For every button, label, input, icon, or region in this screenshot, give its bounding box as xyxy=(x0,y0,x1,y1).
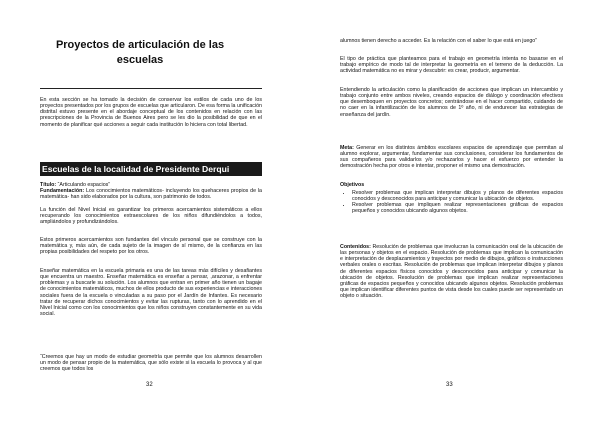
paragraph: Enseñar matemática en la escuela primaria es una de las tareas más difíciles y desafiantes que encuentra un maestro. Enseñar matemática es enseñar a pensar, ,arazonar, a enfrentar problemas y a buscarle su solución. Los alumnos que entran en primer año tienen un bagaje de conocimientos matemáticos, muchos de ellos producto de sus experiencias e interacciones sociales fuera de la escuela o vinculadas a su paso por el Jardín de Infantes. Es necesario tratar de recuperar dichos conocimientos y evitar las rupturas, tanto con lo aprendido en el Nivel Inicial como con los conocimientos que los niños construyen constantemente en su vida social. xyxy=(40,268,262,318)
list-item: • Resolver problemas que implican interpretar dibujos y planos de diferentes espacios conocidos y desconocidos para anticipar y comunicar la ubicación de objetos. xyxy=(352,190,563,202)
page-number: 32 xyxy=(146,382,153,388)
paragraph: El tipo de práctica que planteamos para el trabajo en geometría intenta no basarse en el trabajo empírico de modo tal de interpretar la geometría en el terreno de la deducción. La actividad matemática no es mirar y descubrir: es crear, producir, argumentar. xyxy=(340,56,563,75)
objetivos-list xyxy=(340,190,563,215)
paragraph: Entendiendo la articulación como la planificación de acciones que implican un intercambio y trabajo conjunto entre ambos niveles, creando espacios de diálogo y coordinación efectivos que desemboquen en proyectos concretos; centrándose en el hacer compartido, cuidando de no caer en la infantilización de los alumnos de 1º año, ni de endurecer las estrategias de enseñanza del jardín. xyxy=(340,87,563,118)
objetivos-heading: Objetivos xyxy=(340,182,365,188)
contenidos-text: Resolución de problemas que involucran la comunicación oral de la ubicación de las personas y objetos en el espacio. Resolución de problemas que implican la comunicación e interpretación de desplazamientos y trayectos por medio de dibujos, gráficos o instrucciones verbales orales o escritas. Resolución de problemas que implican interpretar dibujos y planos de diferentes espacios físicos conocidos y desconocidos para anticipar y comunicar la ubicación de objetos. Resolución de problemas que implican realizar representaciones gráficas de espacios pequeños y conocidos ubicando algunos objetos. Resolución problemas que implican identificar diferentes puntos de vista desde los cuales puede ser representado un objeto o situación. xyxy=(340,244,563,300)
right-page xyxy=(300,0,600,425)
paragraph: La función del Nivel Inicial es garantizar los primeros acercamientos sistemáticos a ellos recuperando los conocimientos extraescolares de los niños difundiéndolos a todos, ampliándolos y profundizándolos. xyxy=(40,206,262,225)
meta-text: Generar en los distintos ámbitos escolares espacios de aprendizaje que permitan al alumno explorar, argumentar, fundamentar sus conclusiones, considerar los fundamentos de sus compañeros para validarlos y/o rechazarlos y hacer el esfuerzo por entender la demostración hecha por otros e intentar, proponer el mismo una demostración. xyxy=(340,145,563,170)
section-banner: Escuelas de la localidad de Presidente Derqui xyxy=(40,162,262,176)
meta-paragraph xyxy=(340,145,563,170)
list-item: • Resolver problemas que impliquen realizar representaciones gráficas de espacios pequeños y conocidos ubicando algunos objetos. xyxy=(352,202,563,214)
paragraph: alumnos tienen derecho a acceder. Es la relación con el saber lo que está en juego” xyxy=(340,38,537,44)
contenidos-label: Contenidos: xyxy=(340,244,371,250)
paragraph: Estos primeros acercamientos son fundantes del vínculo personal que se construye con la matemática y, más aún, de cada sujeto de la imagen de sí mismo, de la confianza en las propias posibilidades del respeto por los otros. xyxy=(40,237,262,256)
titulo-label: Título: xyxy=(40,182,57,188)
intro-paragraph: En esta sección se ha tomado la decisión de conservar los estilos de cada uno de los proyectos presentados por los grupos de escuelas que articularon. De esa forma la unificación distrital estuvo presente en el abordaje conceptual de los contenidos en relación con las prescripciones de la Provincia de Buenos Aires pero se les dio la posibilidad de que en el momento de planificar qué acciones a seguir cada institución lo hiciera con total libertad. xyxy=(40,97,262,128)
fundamentacion-paragraph xyxy=(40,188,262,200)
paragraph: “Creemos que hay un modo de estudiar geometría que permite que los alumnos desarrollen un modo de pensar propio de la matemática, que sólo existe si la escuela lo provoca y al que creemos que todos los xyxy=(40,354,262,373)
page-number: 33 xyxy=(446,382,453,388)
section-title: Proyectos de articulación de las escuelas xyxy=(55,39,225,66)
fundamentacion-text: Los conocimientos matemáticos- incluyendo los quehaceres propios de la matemática- han sido elaborados por la cultura, son patrimonio de todos. xyxy=(40,188,262,201)
titulo-value: “Articulando espacios” xyxy=(56,182,111,188)
title-underline xyxy=(40,88,262,89)
fundamentacion-label: Fundamentación: xyxy=(40,188,85,194)
contenidos-paragraph xyxy=(340,244,563,299)
meta-label: Meta: xyxy=(340,145,354,151)
